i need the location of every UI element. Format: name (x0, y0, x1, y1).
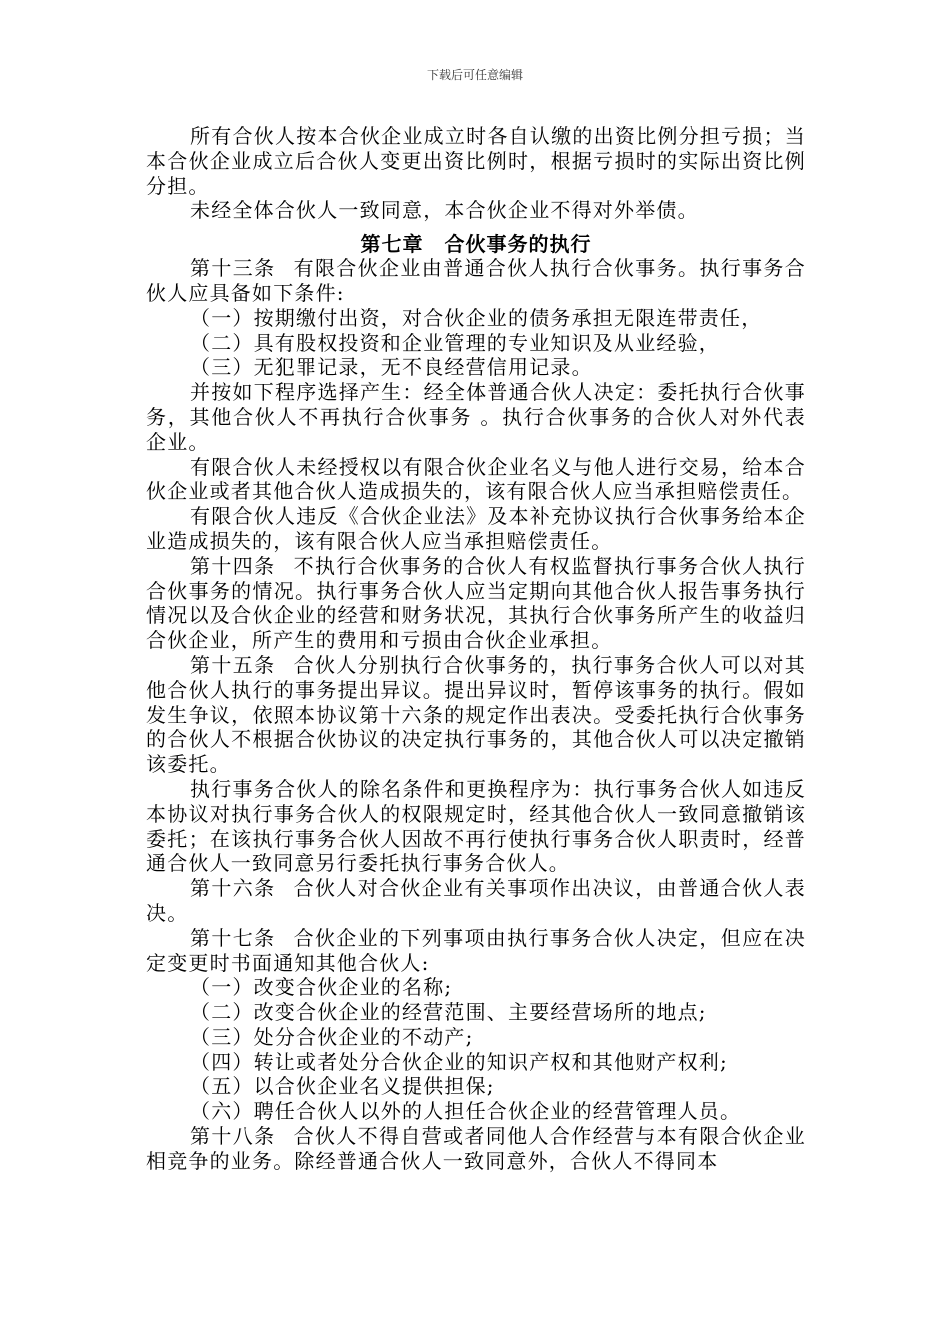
article-15 (146, 653, 806, 777)
paragraph-removal-conditions: 执行事务合伙人的除名条件和更换程序为：执行事务合伙人如违反本协议对执行事务合伙人的权限规定时，经其他合伙人一致同意撤销该委托；在该执行事务合伙人因故不再行使执行事务合伙人职责时，经普通合伙人一致同意另行委托执行事务合伙人。 (146, 776, 806, 876)
article-17-text: 合伙企业的下列事项由执行事务合伙人决定，但应在决定变更时书面通知其他合伙人: (146, 925, 806, 975)
article-13-text: 有限合伙企业由普通合伙人执行合伙事务。执行事务合伙人应具备如下条件: (146, 256, 806, 305)
article-13-item-2: （二）具有股权投资和企业管理的专业知识及从业经验， (190, 330, 720, 355)
article-13 (146, 256, 806, 306)
page-header-note: 下载后可任意编辑 (426, 68, 523, 82)
article-18-text: 合伙人不得自营或者同他人合作经营与本有限合伙企业相竞争的业务。除经普通合伙人一致同意外，合伙人不得同本 (146, 1124, 806, 1173)
article-16-number: 第十六条 (190, 876, 276, 901)
article-14-number: 第十四条 (190, 553, 276, 578)
paragraph-violation-liability: 有限合伙人违反《合伙企业法》及本补充协议执行合伙事务给本企业造成损失的，该有限合伙人应当承担赔偿责任。 (146, 504, 806, 553)
article-17-number: 第十七条 (190, 925, 276, 950)
article-13-number: 第十三条 (190, 256, 276, 281)
article-15-number: 第十五条 (190, 652, 276, 677)
article-17-item-6: （六）聘任合伙人以外的人担任合伙企业的经营管理人员。 (190, 1099, 742, 1124)
article-16 (146, 876, 806, 926)
document-body (146, 124, 806, 1174)
paragraph-selection-procedure: 并按如下程序选择产生：经全体普通合伙人决定：委托执行合伙事务，其他合伙人不再执行合伙事务 。执行合伙事务的合伙人对外代表企业。 (146, 380, 806, 454)
article-18 (146, 1124, 806, 1174)
paragraph-no-debt: 未经全体合伙人一致同意，本合伙企业不得对外举债。 (190, 198, 699, 223)
article-17 (146, 926, 806, 976)
article-17-item-1: （一）改变合伙企业的名称; (190, 975, 453, 1000)
article-14-text: 不执行合伙事务的合伙人有权监督执行事务合伙人执行合伙事务的情况。执行事务合伙人应当定期向其他合伙人报告事务执行情况以及合伙企业的经营和财务状况，其执行合伙事务所产生的收益归合伙企业，所产生的费用和亏损由合伙企业承担。 (146, 553, 806, 653)
article-17-item-4: （四）转让或者处分合伙企业的知识产权和其他财产权利; (190, 1049, 728, 1074)
article-16-text: 合伙人对合伙企业有关事项作出决议，由普通合伙人表决。 (146, 876, 806, 925)
article-13-item-1: （一）按期缴付出资，对合伙企业的债务承担无限连带责任， (190, 305, 763, 330)
chapter-title: 第七章 合伙事务的执行 (360, 232, 592, 257)
article-18-number: 第十八条 (190, 1124, 276, 1149)
article-17-item-3: （三）处分合伙企业的不动产; (190, 1024, 474, 1049)
paragraph-loss-sharing: 所有合伙人按本合伙企业成立时各自认缴的出资比例分担亏损；当本合伙企业成立后合伙人变更出资比例时，根据亏损时的实际出资比例分担。 (146, 124, 806, 198)
article-14 (146, 554, 806, 653)
article-15-text: 合伙人分别执行合伙事务的，执行事务合伙人可以对其他合伙人执行的事务提出异议。提出异议时，暂停该事务的执行。假如发生争议，依照本协议第十六条的规定作出表决。受委托执行合伙事务的合伙人不根据合伙协议的决定执行事务的，其他合伙人可以决定撤销该委托。 (146, 652, 806, 777)
article-17-item-2: （二）改变合伙企业的经营范围、主要经营场所的地点; (190, 1000, 707, 1025)
paragraph-unauthorized-trade: 有限合伙人未经授权以有限合伙企业名义与他人进行交易，给本合伙企业或者其他合伙人造成损失的，该有限合伙人应当承担赔偿责任。 (146, 454, 806, 504)
article-17-item-5: （五）以合伙企业名义提供担保; (190, 1074, 495, 1099)
article-13-item-3: （三）无犯罪记录，无不良经营信用记录。 (190, 355, 593, 380)
